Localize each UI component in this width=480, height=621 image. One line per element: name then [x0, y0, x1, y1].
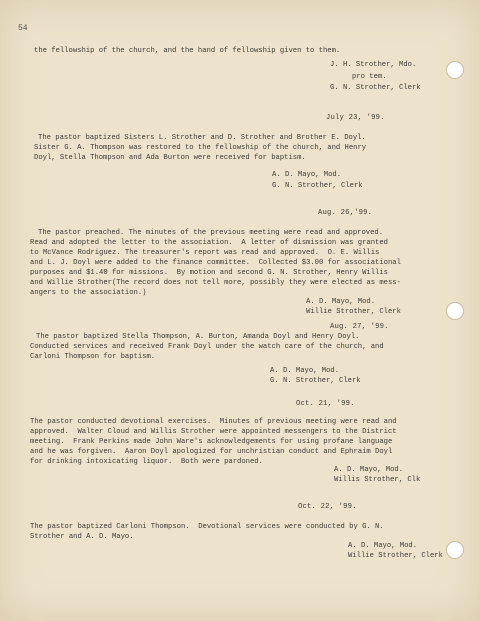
text-line: to McVance Rodriguez. The treasurer's report was read and approved. O. E. Willis: [30, 249, 380, 257]
signature-line: Willie Strother, Clerk: [306, 308, 401, 316]
text-line: meeting. Frank Perkins made John Ware's acknowledgements for using profane language: [30, 438, 393, 446]
signature-line: G. N. Strother, Clerk: [270, 377, 361, 385]
text-line: for drinking intoxicating liquor. Both were pardoned.: [30, 458, 263, 466]
page-number: 54: [18, 24, 28, 33]
signature-line: A. D. Mayo, Mod.: [270, 367, 340, 375]
text-line: approved. Walter Cloud and Willis Strother were appointed messengers to the District: [30, 428, 397, 436]
text-line: Strother and A. D. Mayo.: [30, 533, 134, 541]
text-line: The pastor conducted devotional exercises. Minutes of previous meeting were read and: [30, 418, 397, 426]
binder-hole: [446, 61, 464, 79]
text-line: the fellowship of the church, and the hand of fellowship given to them.: [34, 47, 341, 55]
text-line: Conducted services and received Frank Doyl under the watch care of the church, and: [30, 343, 384, 351]
signature-line: Willie Strother, Clerk: [348, 552, 443, 560]
text-line: Carloni Thompson for baptism.: [30, 353, 156, 361]
signature-line: A. D. Mayo, Mod.: [334, 466, 404, 474]
text-line: The pastor baptized Carloni Thompson. Devotional services were conducted by G. N.: [30, 523, 384, 531]
entry-date: Oct. 22, '99.: [298, 503, 357, 511]
text-line: The pastor baptized Stella Thompson, A. Burton, Amanda Doyl and Henry Doyl.: [36, 333, 360, 341]
entry-date: July 23, '99.: [326, 114, 385, 122]
text-line: Sister G. A. Thompson was restored to the fellowship of the church, and Henry: [34, 144, 367, 152]
text-line: angers to the association.): [30, 289, 147, 297]
signature-line: G. N. Strother, Clerk: [330, 84, 421, 92]
entry-date: Aug. 26,'99.: [318, 209, 373, 217]
signature-line: A. D. Mayo, Mod.: [272, 171, 342, 179]
signature-line: pro tem.: [352, 73, 387, 81]
entry-date: Aug. 27, '99.: [330, 323, 389, 331]
signature-line: A. D. Mayo, Mod.: [306, 298, 376, 306]
binder-hole: [446, 302, 464, 320]
text-line: Read and adopted the letter to the association. A letter of dismission was granted: [30, 239, 388, 247]
text-line: The pastor baptized Sisters L. Strother and D. Strother and Brother E. Doyl.: [38, 134, 366, 142]
signature-line: A. D. Mayo, Mod.: [348, 542, 418, 550]
signature-line: J. H. Strother, Mdo.: [330, 61, 417, 69]
binder-hole: [446, 541, 464, 559]
text-line: purposes and $1.40 for missions. By motion and second G. N. Strother, Henry Willis: [30, 269, 388, 277]
text-line: and Willie Strother(The record does not tell more, possibly they were elected as mess-: [30, 279, 401, 287]
signature-line: Willis Strother, Clk: [334, 476, 421, 484]
signature-line: G. N. Strother, Clerk: [272, 182, 363, 190]
entry-date: Oct. 21, '99.: [296, 400, 355, 408]
text-line: and he was forgiven. Aaron Doyl apologized for unchristian conduct and Ephraim Doyl: [30, 448, 393, 456]
text-line: and L. J. Doyl were added to the finance committee. Collected $3.00 for associational: [30, 259, 401, 267]
text-line: The pastor preached. The minutes of the previous meeting were read and approved.: [38, 229, 384, 237]
text-line: Doyl, Stella Thompson and Ada Burton were received for baptism.: [34, 154, 306, 162]
